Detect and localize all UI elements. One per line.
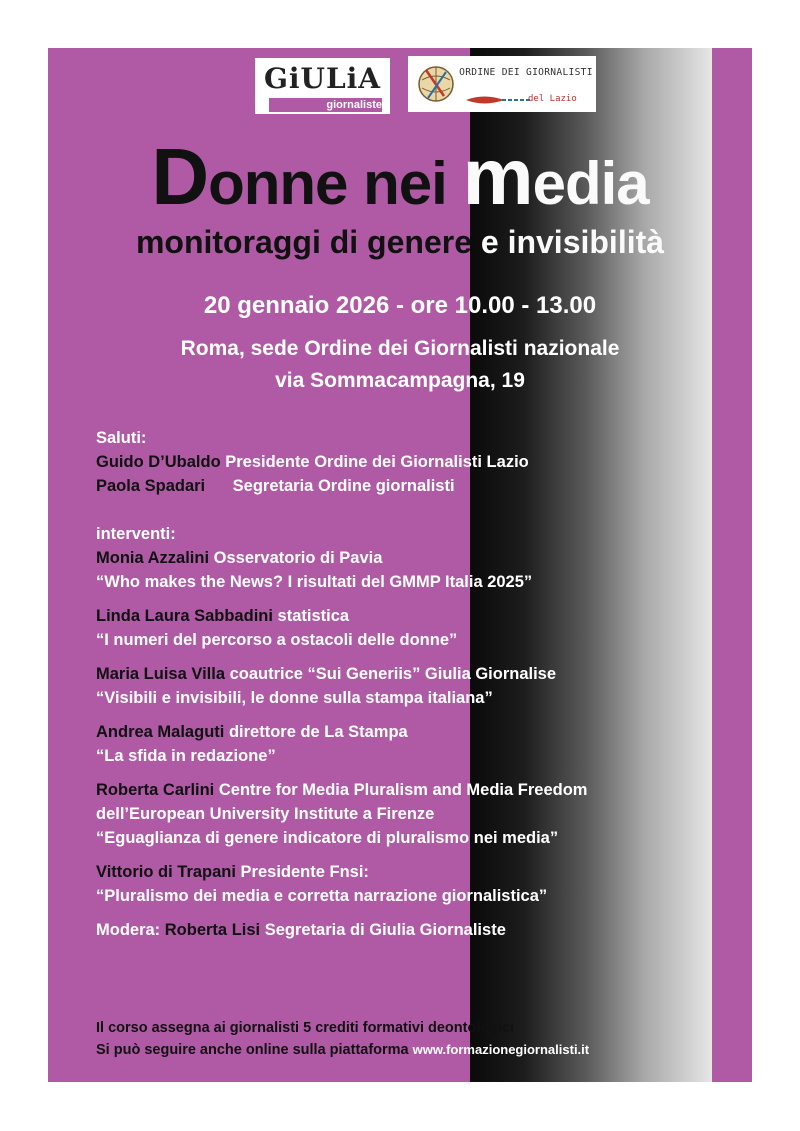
speaker-role: Presidente Ordine dei Giornalisti Lazio <box>220 453 529 471</box>
speaker-role: Segretaria Ordine giornalisti <box>205 477 455 495</box>
odg-lazio-logo <box>408 56 596 112</box>
speaker-role: coautrice “Sui Generiis” Giulia Giornalise <box>225 665 557 683</box>
credits-note: Il corso assegna ai giornalisti 5 crediti formativi deontologici <box>96 1020 515 1036</box>
speaker-role: Osservatorio di Pavia <box>209 549 383 567</box>
talk-speaker-line <box>96 662 746 686</box>
online-note <box>96 1039 736 1061</box>
online-note-text: Si può seguire anche online sulla piattaforma <box>96 1042 409 1058</box>
event-date: 20 gennaio 2026 - ore 10.00 - 13.00 <box>203 292 597 319</box>
moderator-role: Segretaria di Giulia Giornaliste <box>260 921 506 939</box>
main-title <box>48 132 752 221</box>
speaker-name: Andrea Malaguti <box>96 723 225 741</box>
moderator-label: Modera: <box>96 921 165 939</box>
odg-logo-sub: del Lazio <box>528 94 577 104</box>
talk-detail-line: “I numeri del percorso a ostacoli delle donne” <box>96 631 458 649</box>
talk-speaker-line <box>96 720 746 744</box>
talks-heading: interventi: <box>96 525 176 543</box>
title-part-1 <box>151 132 463 221</box>
talk-detail-line: “Who makes the News? I risultati del GMMP Italia 2025” <box>96 573 533 591</box>
speaker-name: Maria Luisa Villa <box>96 665 226 683</box>
subtitle-part-1: monitoraggi di genere <box>135 224 481 260</box>
title-initial-2: m <box>462 132 533 221</box>
talk-detail-line: “La sfida in redazione” <box>96 747 276 765</box>
talk-detail-line: “Eguaglianza di genere indicatore di pluralismo nei media” <box>96 829 559 847</box>
speaker-name: Linda Laura Sabbadini <box>96 607 273 625</box>
moderator-name: Roberta Lisi <box>164 921 261 939</box>
talk-detail-line: “Visibili e invisibili, le donne sulla stampa italiana” <box>96 689 493 707</box>
event-poster <box>48 48 752 1082</box>
giulia-logo-word: GiULiA <box>263 62 381 95</box>
title-rest: onne nei <box>208 150 463 217</box>
speaker-role: Centre for Media Pluralism and Media Freedom <box>214 781 588 799</box>
course-notes <box>96 1018 736 1061</box>
talk-speaker-line <box>96 546 746 570</box>
speaker-role: Presidente Fnsi: <box>235 863 369 881</box>
globe-emblem-icon <box>414 62 458 106</box>
subtitle-part-2: e invisibilità <box>480 224 665 260</box>
speaker-name: Roberta Carlini <box>96 781 215 799</box>
speaker-name: Vittorio di Trapani <box>96 863 236 881</box>
greetings-heading: Saluti: <box>96 429 147 447</box>
talk-list <box>96 546 746 908</box>
talk-detail-line: dell’European University Institute a Firenze <box>96 805 435 823</box>
speaker-line <box>96 450 746 474</box>
giulia-logo-sub: giornaliste <box>326 99 382 111</box>
talk-speaker-line <box>96 778 746 802</box>
odg-logo-title: ORDINE DEI GIORNALISTI <box>459 67 593 78</box>
speaker-role: direttore de La Stampa <box>224 723 408 741</box>
program <box>96 426 746 942</box>
event-venue: Roma, sede Ordine dei Giornalisti nazionale <box>180 337 620 360</box>
talk-detail-line: “Pluralismo dei media e corretta narrazione giornalistica” <box>96 887 548 905</box>
title-part-2 <box>462 132 649 221</box>
speaker-role: statistica <box>272 607 350 625</box>
talk-speaker-line <box>96 860 746 884</box>
subtitle <box>48 222 752 262</box>
platform-link[interactable]: www.formazionegiornalisti.it <box>412 1042 590 1057</box>
speaker-name: Guido D’Ubaldo <box>96 453 221 471</box>
speaker-line <box>96 474 746 498</box>
moderator-line <box>96 918 746 942</box>
speaker-name: Monia Azzalini <box>96 549 210 567</box>
feather-icon <box>464 92 534 108</box>
title-initial: D <box>151 132 209 221</box>
giulia-logo <box>255 58 390 114</box>
talk-speaker-line <box>96 604 746 628</box>
title-rest-2: edia <box>532 150 649 217</box>
speaker-name: Paola Spadari <box>96 477 206 495</box>
event-address: via Sommacampagna, 19 <box>275 369 525 392</box>
